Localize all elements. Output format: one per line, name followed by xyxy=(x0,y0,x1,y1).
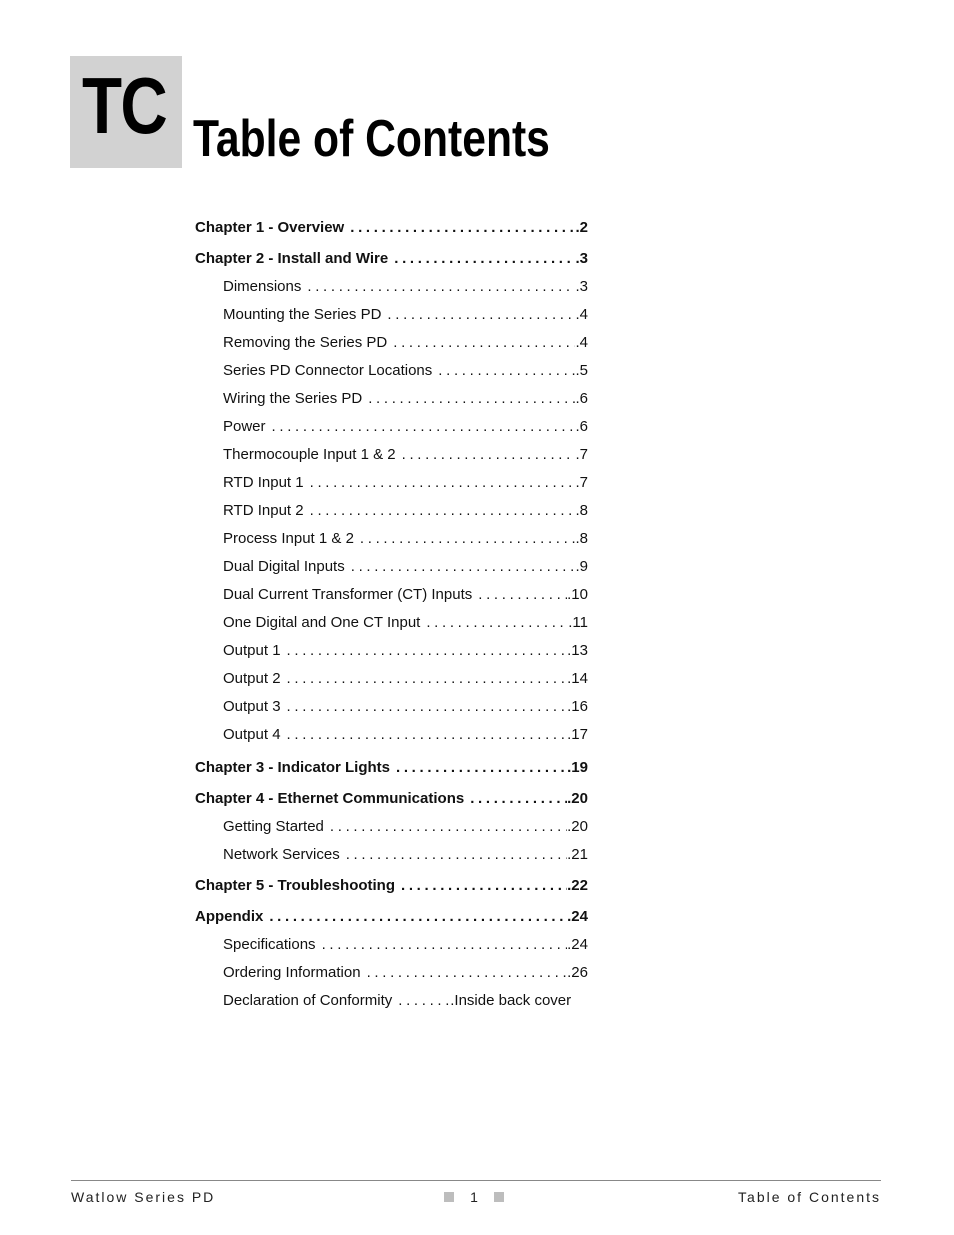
dot-leader xyxy=(287,642,568,660)
toc-entry-label: Output 2 xyxy=(223,670,281,687)
toc-entry[interactable] xyxy=(223,726,588,744)
dot-leader xyxy=(398,992,450,1010)
dot-leader xyxy=(287,726,568,744)
dot-leader xyxy=(310,474,576,492)
toc-entry-label: Chapter 3 - Indicator Lights xyxy=(195,759,391,776)
dot-leader xyxy=(350,219,575,237)
toc-entry-label: Power xyxy=(223,418,266,435)
dot-leader xyxy=(394,250,575,268)
toc-entry-page: .10 xyxy=(567,586,588,603)
dot-leader xyxy=(387,306,575,324)
dot-leader xyxy=(351,558,576,576)
toc-entry-page: .3 xyxy=(575,278,588,295)
dot-leader xyxy=(287,698,568,716)
toc-entry-page: .13 xyxy=(567,642,588,659)
toc-entry-page: .20 xyxy=(567,790,588,807)
toc-entry[interactable] xyxy=(223,670,588,688)
chapter-tab-letters: TC xyxy=(82,61,167,150)
toc-entry-label: Getting Started xyxy=(223,818,324,835)
dot-leader xyxy=(322,936,568,954)
toc-entry-page: .22 xyxy=(567,877,588,894)
toc-entry-page: .24 xyxy=(567,908,588,925)
toc-entry-label: Appendix xyxy=(195,908,264,925)
toc-entry[interactable] xyxy=(195,759,588,777)
toc-entry-label: RTD Input 1 xyxy=(223,474,304,491)
toc-entry[interactable] xyxy=(223,446,588,464)
footer-page-indicator xyxy=(444,1189,504,1205)
dot-leader xyxy=(367,964,568,982)
footer-page-number: 1 xyxy=(470,1189,478,1205)
dot-leader xyxy=(426,614,568,632)
toc-entry-page: .17 xyxy=(567,726,588,743)
page-title: Table of Contents xyxy=(193,110,550,168)
toc-entry-label: Network Services xyxy=(223,846,340,863)
toc-entry[interactable] xyxy=(223,502,588,520)
toc-entry-page: .11 xyxy=(568,614,588,631)
toc-entry-label: Output 1 xyxy=(223,642,281,659)
toc-entry[interactable] xyxy=(195,250,588,268)
square-bullet-icon xyxy=(444,1192,454,1202)
toc-entry-label: Removing the Series PD xyxy=(223,334,388,351)
toc-entry-label: Output 3 xyxy=(223,698,281,715)
toc-entry-page: .20 xyxy=(567,818,588,835)
toc-entry-page: .4 xyxy=(575,334,588,351)
toc-entry-page: .6 xyxy=(575,390,588,407)
toc-entry-page: .3 xyxy=(575,250,588,267)
dot-leader xyxy=(307,278,575,296)
toc-entry-label: Chapter 5 - Troubleshooting xyxy=(195,877,396,894)
toc-entry[interactable] xyxy=(223,390,588,408)
toc-entry-page: .16 xyxy=(567,698,588,715)
toc-entry[interactable] xyxy=(223,698,588,716)
dot-leader xyxy=(272,418,576,436)
toc-entry-label: RTD Input 2 xyxy=(223,502,304,519)
toc-entry-label: Ordering Information xyxy=(223,964,361,981)
toc-entry-page: .19 xyxy=(567,759,588,776)
dot-leader xyxy=(287,670,568,688)
toc-entry-page: .9 xyxy=(575,558,588,575)
toc-entry-label: Process Input 1 & 2 xyxy=(223,530,354,547)
toc-entry-label: Specifications xyxy=(223,936,316,953)
dot-leader xyxy=(478,586,567,604)
toc-entry[interactable] xyxy=(195,219,588,237)
toc-entry[interactable] xyxy=(223,818,588,836)
dot-leader xyxy=(368,390,575,408)
toc-entry[interactable] xyxy=(195,877,588,895)
dot-leader xyxy=(310,502,576,520)
toc-entry-label: Dimensions xyxy=(223,278,302,295)
toc-entry-label: Chapter 4 - Ethernet Communications xyxy=(195,790,465,807)
toc-entry[interactable] xyxy=(223,418,588,436)
toc-entry-label: Thermocouple Input 1 & 2 xyxy=(223,446,396,463)
toc-entry-label: Chapter 1 - Overview xyxy=(195,219,345,236)
toc-entry[interactable] xyxy=(223,362,588,380)
dot-leader xyxy=(393,334,575,352)
toc-entry-page: .7 xyxy=(575,474,588,491)
footer-divider xyxy=(71,1180,881,1181)
toc-entry[interactable] xyxy=(223,642,588,660)
toc-entry[interactable] xyxy=(223,334,588,352)
dot-leader xyxy=(269,908,567,926)
toc-entry-label: Mounting the Series PD xyxy=(223,306,382,323)
toc-entry[interactable] xyxy=(223,992,588,1010)
toc-entry[interactable] xyxy=(223,558,588,576)
toc-entry-label: Chapter 2 - Install and Wire xyxy=(195,250,389,267)
toc-entry[interactable] xyxy=(223,964,588,982)
toc-entry[interactable] xyxy=(223,936,588,954)
toc-entry-page: .26 xyxy=(567,964,588,981)
dot-leader xyxy=(470,790,567,808)
toc-entry-page: .7 xyxy=(575,446,588,463)
toc-entry-page: .6 xyxy=(575,418,588,435)
toc-entry[interactable] xyxy=(195,908,588,926)
toc-entry-page: .21 xyxy=(567,846,588,863)
toc-entry[interactable] xyxy=(223,846,588,864)
toc-entry[interactable] xyxy=(223,306,588,324)
toc-entry[interactable] xyxy=(195,790,588,808)
dot-leader xyxy=(401,877,567,895)
footer-product-name: Watlow Series PD xyxy=(71,1189,216,1205)
toc-entry[interactable] xyxy=(223,474,588,492)
toc-entry-page: .Inside back cover xyxy=(450,992,572,1009)
toc-entry[interactable] xyxy=(223,530,588,548)
toc-entry-label: Wiring the Series PD xyxy=(223,390,363,407)
toc-entry[interactable] xyxy=(223,586,588,604)
toc-entry-page: .4 xyxy=(575,306,588,323)
toc-entry-label: Output 4 xyxy=(223,726,281,743)
toc-entry-page: .8 xyxy=(575,502,588,519)
toc-entry[interactable] xyxy=(223,614,588,632)
dot-leader xyxy=(396,759,567,777)
toc-entry-label: Series PD Connector Locations xyxy=(223,362,433,379)
toc-entry-label: Dual Digital Inputs xyxy=(223,558,345,575)
toc-entry-page: .5 xyxy=(575,362,588,379)
dot-leader xyxy=(360,530,576,548)
toc-entry-label: Declaration of Conformity xyxy=(223,992,393,1009)
toc-entry-page: .14 xyxy=(567,670,588,687)
toc-entry-page: .8 xyxy=(575,530,588,547)
toc-entry[interactable] xyxy=(223,278,588,296)
toc-entry-label: Dual Current Transformer (CT) Inputs xyxy=(223,586,473,603)
dot-leader xyxy=(330,818,567,836)
toc-entry-page: .2 xyxy=(575,219,588,236)
dot-leader xyxy=(402,446,576,464)
toc-entry-label: One Digital and One CT Input xyxy=(223,614,421,631)
dot-leader xyxy=(346,846,567,864)
square-bullet-icon xyxy=(494,1192,504,1202)
footer-section-title: Table of Contents xyxy=(738,1189,881,1205)
dot-leader xyxy=(438,362,575,380)
toc-entry-page: .24 xyxy=(567,936,588,953)
